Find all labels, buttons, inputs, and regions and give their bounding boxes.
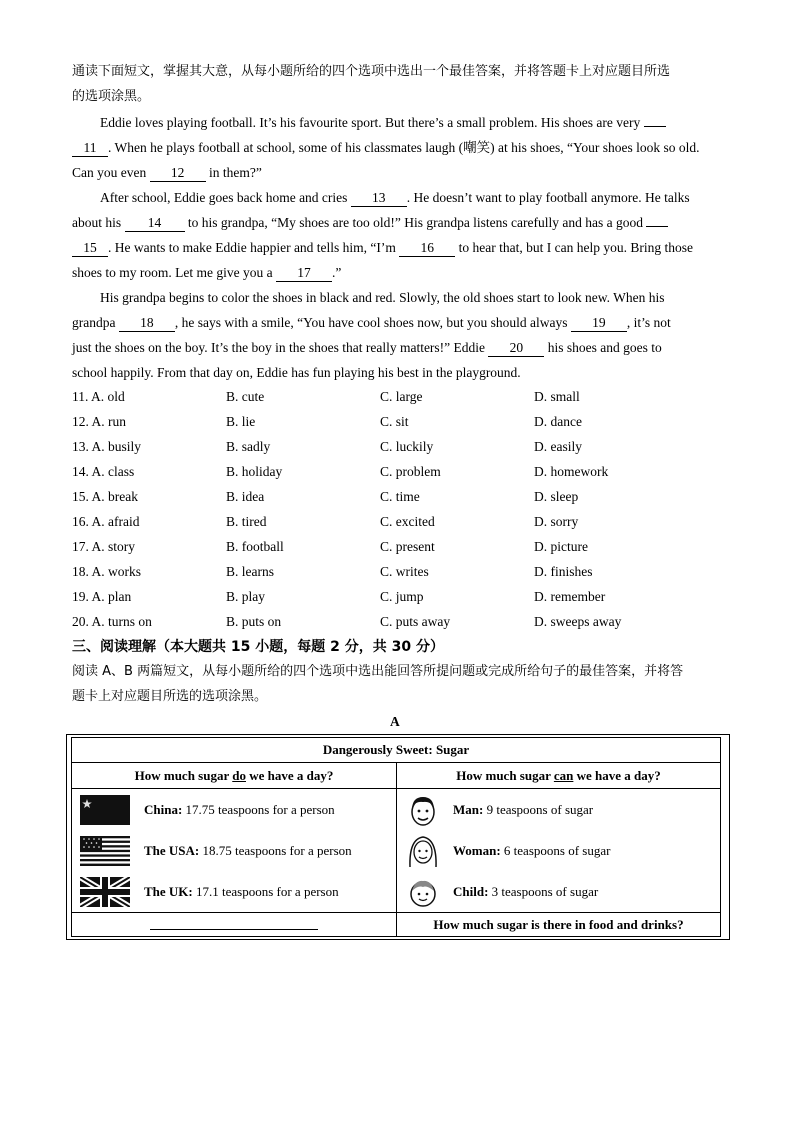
- option-d: D. sweeps away: [534, 614, 622, 629]
- right-column-header: How much sugar can we have a day?: [397, 763, 721, 789]
- option-b: B. holiday: [226, 464, 283, 479]
- passage-line: 15 . He wants to make Eddie happier and tells him, “I’m 16 to hear that, but I can help you. Bring those: [72, 238, 693, 258]
- sugar-table: [71, 737, 721, 937]
- woman-face-icon: [405, 833, 441, 869]
- passage-line: school happily. From that day on, Eddie has fun playing his best in the playground.: [72, 365, 521, 380]
- option-b: B. puts on: [226, 614, 282, 629]
- left-column-header: How much sugar do we have a day?: [72, 763, 397, 789]
- child-face-icon: [405, 874, 441, 910]
- people-list: [397, 789, 721, 913]
- usa-flag-icon: [80, 836, 130, 866]
- passage-line: After school, Eddie goes back home and cries 13 . He doesn’t want to play football anymore. He talks: [100, 190, 690, 205]
- passage-line: His grandpa begins to color the shoes in black and red. Slowly, the old shoes start to look new. When his: [100, 290, 665, 305]
- option-d: D. dance: [534, 414, 582, 429]
- option-a: 18. A. works: [72, 564, 142, 579]
- option-b: B. sadly: [226, 439, 271, 454]
- person-name: Child:: [453, 883, 489, 899]
- person-name: Man:: [453, 801, 484, 817]
- option-b: B. lie: [226, 414, 256, 429]
- option-c: C. present: [380, 539, 435, 554]
- blank-16: 16: [399, 240, 455, 257]
- option-c: C. large: [380, 389, 423, 404]
- uk-flag-icon: [80, 877, 130, 907]
- bottom-right-question: How much sugar is there in food and drinks?: [397, 913, 721, 937]
- blank-17: 17: [276, 265, 332, 282]
- country-row: [72, 871, 396, 912]
- passage-line: Eddie loves playing football. It’s his favourite sport. But there’s a small problem. His shoes are very: [100, 113, 666, 133]
- blank-11-lead: [644, 126, 666, 127]
- option-a: 12. A. run: [72, 414, 126, 429]
- blank-15-lead: [646, 226, 668, 227]
- option-c: C. sit: [380, 414, 409, 429]
- option-a: 14. A. class: [72, 464, 135, 479]
- person-row: [397, 830, 720, 871]
- reading-instructions-line2: 题卡上对应题目所选的选项涂黑。: [72, 689, 268, 704]
- person-row: [397, 789, 720, 830]
- blank-12: 12: [150, 165, 206, 182]
- option-c: C. writes: [380, 564, 429, 579]
- china-flag-icon: [80, 795, 130, 825]
- country-row: [72, 830, 396, 871]
- option-c: C. luckily: [380, 439, 434, 454]
- country-row: [72, 789, 396, 830]
- person-row: [397, 871, 720, 912]
- option-a: 13. A. busily: [72, 439, 142, 454]
- option-d: D. sleep: [534, 489, 579, 504]
- country-name: China:: [144, 801, 183, 817]
- option-b: B. idea: [226, 489, 265, 504]
- option-b: B. play: [226, 589, 265, 604]
- blank-19: 19: [571, 315, 627, 332]
- option-d: D. small: [534, 389, 580, 404]
- option-a: 16. A. afraid: [72, 514, 140, 529]
- option-a: 15. A. break: [72, 489, 138, 504]
- option-d: D. finishes: [534, 564, 593, 579]
- option-d: D. remember: [534, 589, 606, 604]
- option-a: 11. A. old: [72, 389, 125, 404]
- option-c: C. problem: [380, 464, 441, 479]
- country-name: The USA:: [144, 842, 200, 858]
- option-a: 20. A. turns on: [72, 614, 152, 629]
- country-list: [72, 789, 397, 913]
- answer-blank-line[interactable]: [150, 915, 318, 930]
- cloze-instructions-line2: 的选项涂黑。: [72, 89, 151, 104]
- passage-line: shoes to my room. Let me give you a 17 .”: [72, 265, 342, 280]
- country-name: The UK:: [144, 883, 193, 899]
- passage-line: just the shoes on the boy. It’s the boy in the shoes that really matters!” Eddie 20 his shoes and goes to: [72, 340, 662, 355]
- person-value: 9 teaspoons of sugar: [486, 801, 594, 817]
- country-value: 18.75 teaspoons for a person: [202, 842, 352, 858]
- person-value: 3 teaspoons of sugar: [491, 883, 599, 899]
- option-c: C. time: [380, 489, 420, 504]
- blank-14: 14: [125, 215, 185, 232]
- option-b: B. cute: [226, 389, 265, 404]
- country-value: 17.75 teaspoons for a person: [185, 801, 335, 817]
- option-c: C. excited: [380, 514, 435, 529]
- person-value: 6 teaspoons of sugar: [503, 842, 611, 858]
- blank-20: 20: [488, 340, 544, 357]
- answer-blank-cell: [72, 913, 397, 937]
- blank-18: 18: [119, 315, 175, 332]
- passage-line: about his 14 to his grandpa, “My shoes are too old!” His grandpa listens carefully and has a good: [72, 213, 668, 233]
- blank-13: 13: [351, 190, 407, 207]
- option-c: C. puts away: [380, 614, 451, 629]
- section-heading: 三、阅读理解（本大题共 15 小题，每题 2 分，共 30 分）: [72, 639, 444, 655]
- table-title: Dangerously Sweet: Sugar: [72, 738, 721, 763]
- reading-instructions-line1: 阅读 A、B 两篇短文，从每小题所给的四个选项中选出能回答所提问题或完成所给句子的最佳答案，并将答: [72, 664, 684, 679]
- option-d: D. picture: [534, 539, 588, 554]
- person-name: Woman:: [453, 842, 501, 858]
- passage-line: grandpa 18 , he says with a smile, “You have cool shoes now, but you should always 19 , it’s not: [72, 315, 671, 330]
- man-face-icon: [405, 792, 441, 828]
- option-b: B. football: [226, 539, 284, 554]
- blank-15: 15: [72, 240, 108, 257]
- option-c: C. jump: [380, 589, 424, 604]
- country-value: 17.1 teaspoons for a person: [196, 883, 339, 899]
- passage-label: A: [390, 714, 400, 729]
- option-b: B. tired: [226, 514, 267, 529]
- option-d: D. sorry: [534, 514, 579, 529]
- passage-line: 11 . When he plays football at school, some of his classmates laugh (嘲笑) at his shoes, “Your shoes look so old.: [72, 138, 700, 158]
- passage-line: Can you even 12 in them?”: [72, 165, 262, 180]
- sugar-table-frame: [66, 734, 730, 940]
- option-a: 17. A. story: [72, 539, 136, 554]
- option-a: 19. A. plan: [72, 589, 132, 604]
- option-b: B. learns: [226, 564, 274, 579]
- option-d: D. homework: [534, 464, 609, 479]
- cloze-instructions-line1: 通读下面短文，掌握其大意，从每小题所给的四个选项中选出一个最佳答案，并将答题卡上对应题目所选: [72, 64, 671, 79]
- blank-11: 11: [72, 140, 108, 157]
- option-d: D. easily: [534, 439, 582, 454]
